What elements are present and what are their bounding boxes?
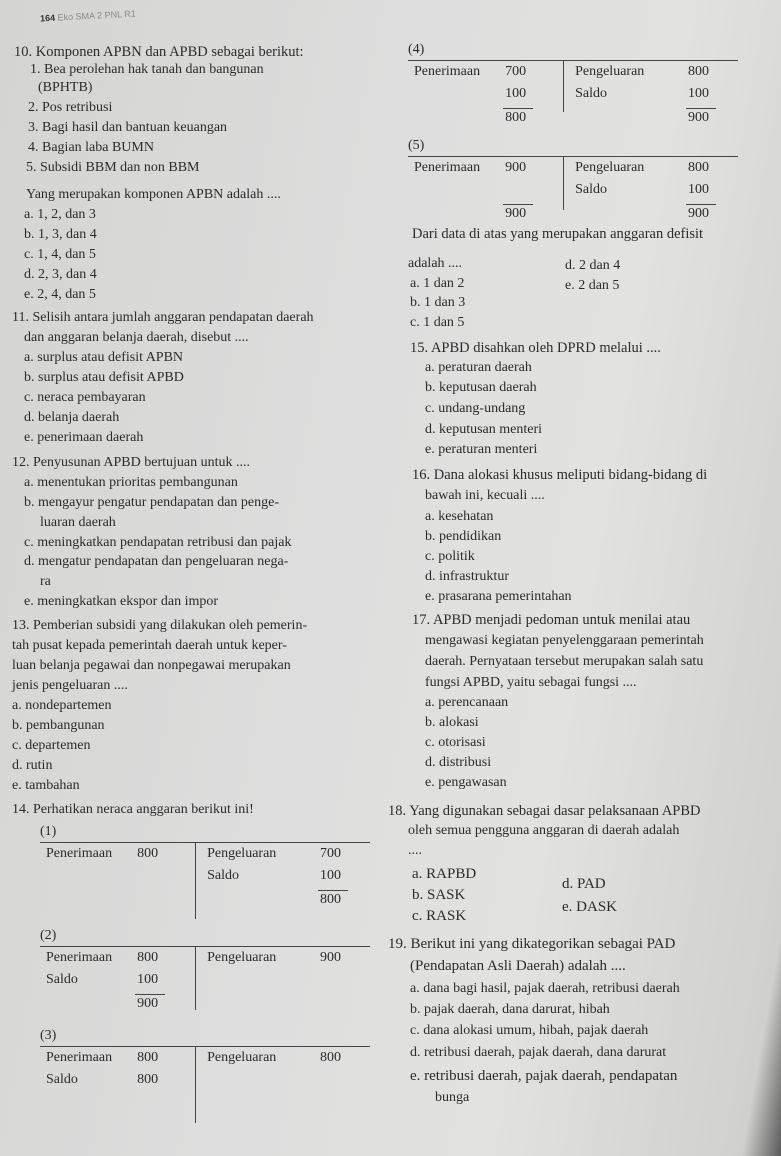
q14-option: a. 1 dan 2 xyxy=(410,276,465,291)
q15-option: e. peraturan menteri xyxy=(425,442,538,457)
sum-line xyxy=(135,994,165,995)
entry-amount: 700 xyxy=(320,846,341,861)
q16-option: a. kesehatan xyxy=(425,509,494,524)
q15-option: d. keputusan menteri xyxy=(425,422,543,437)
q15-option: a. peraturan daerah xyxy=(425,360,532,375)
entry-amount: 800 xyxy=(137,950,159,965)
q10-item: 4. Bagian laba BUMN xyxy=(28,140,154,155)
entry-amount: 100 xyxy=(688,182,709,197)
q19-option: bunga xyxy=(435,1090,470,1105)
balance-sheet-5 xyxy=(408,138,738,221)
divider-line xyxy=(195,946,196,1010)
entry-label: Pengeluaran xyxy=(575,160,645,175)
book-code: Eko SMA 2 PNL R1 xyxy=(57,8,136,23)
entry-label: Saldo xyxy=(575,182,607,197)
question-18-stem: oleh semua pengguna anggaran di daerah adalah xyxy=(408,823,680,838)
q14-question: Dari data di atas yang merupakan anggaran defisit xyxy=(412,226,704,242)
q13-option: a. nondepartemen xyxy=(12,698,112,713)
q17-option: b. alokasi xyxy=(425,715,479,730)
entry-amount: 800 xyxy=(320,1050,341,1065)
q18-option: c. RASK xyxy=(412,908,467,924)
q11-option: b. surplus atau defisit APBD xyxy=(24,370,184,385)
balance-sheet-label: (1) xyxy=(40,824,57,839)
q10-option: e. 2, 4, dan 5 xyxy=(24,287,96,302)
page-header xyxy=(40,6,136,27)
total-amount: 800 xyxy=(320,892,341,907)
q14-option: e. 2 dan 5 xyxy=(565,278,620,293)
entry-amount: 800 xyxy=(137,1072,159,1087)
question-18-stem: .... xyxy=(408,843,422,858)
entry-label: Saldo xyxy=(575,86,607,101)
balance-sheet-label: (5) xyxy=(408,138,425,153)
q10-item: (BPHTB) xyxy=(38,80,93,95)
entry-label: Saldo xyxy=(46,1072,78,1087)
q19-option: d. retribusi daerah, pajak daerah, dana darurat xyxy=(410,1045,667,1060)
sum-line xyxy=(686,108,716,109)
entry-amount: 800 xyxy=(688,160,709,175)
q17-option: d. distribusi xyxy=(425,755,492,770)
q14-option: b. 1 dan 3 xyxy=(410,295,466,310)
entry-label: Pengeluaran xyxy=(207,1050,277,1065)
q12-option: b. mengayur pengatur pendapatan dan penge- xyxy=(24,495,280,510)
q10-option: b. 1, 3, dan 4 xyxy=(24,227,97,242)
q19-option: a. dana bagi hasil, pajak daerah, retribusi daerah xyxy=(410,981,680,996)
entry-amount: 900 xyxy=(505,160,527,175)
entry-amount: 800 xyxy=(137,1050,159,1065)
entry-label: Saldo xyxy=(46,972,78,987)
question-13-stem: luan belanja pegawai dan nonpegawai merupakan xyxy=(12,658,291,673)
question-16-stem: bawah ini, kecuali .... xyxy=(425,488,545,503)
q11-option: c. neraca pembayaran xyxy=(24,390,146,405)
question-19-stem: (Pendapatan Asli Daerah) adalah .... xyxy=(410,958,626,974)
question-17-stem: fungsi APBD, yaitu sebagai fungsi .... xyxy=(425,675,637,690)
entry-amount: 100 xyxy=(320,868,341,883)
entry-label: Pengeluaran xyxy=(207,950,277,965)
q10-item: 2. Pos retribusi xyxy=(28,100,113,115)
q16-option: b. pendidikan xyxy=(425,529,502,544)
q18-option: a. RAPBD xyxy=(412,866,477,882)
q18-option: b. SASK xyxy=(412,887,466,903)
total-amount: 800 xyxy=(505,110,527,125)
q11-option: d. belanja daerah xyxy=(24,410,120,425)
q12-option: d. mengatur pendapatan dan pengeluaran nega- xyxy=(24,554,289,569)
entry-amount: 700 xyxy=(505,64,527,79)
q15-option: b. keputusan daerah xyxy=(425,380,537,395)
q10-item: 3. Bagi hasil dan bantuan keuangan xyxy=(28,120,228,135)
divider-line xyxy=(563,156,564,210)
entry-amount: 100 xyxy=(505,86,527,101)
q13-option: b. pembangunan xyxy=(12,718,105,733)
q11-option: e. penerimaan daerah xyxy=(24,430,144,445)
q10-option: a. 1, 2, dan 3 xyxy=(24,207,96,222)
total-amount: 900 xyxy=(688,206,709,221)
total-amount: 900 xyxy=(137,996,159,1011)
q19-option: c. dana alokasi umum, hibah, pajak daerah xyxy=(410,1023,649,1038)
question-13-stem: jenis pengeluaran .... xyxy=(12,678,128,693)
q14-option: c. 1 dan 5 xyxy=(410,315,465,330)
balance-sheet-4 xyxy=(408,42,738,125)
entry-label: Penerimaan xyxy=(46,1050,113,1065)
balance-sheet-1 xyxy=(40,824,370,919)
q11-option: a. surplus atau defisit APBN xyxy=(24,350,184,365)
q10-item: 5. Subsidi BBM dan non BBM xyxy=(26,160,200,175)
divider-line xyxy=(195,1046,196,1123)
q13-option: d. rutin xyxy=(12,758,53,773)
sum-line xyxy=(503,204,533,205)
divider-line xyxy=(40,842,370,843)
page-number: 164 xyxy=(39,12,56,24)
q10-option: c. 1, 4, dan 5 xyxy=(24,247,96,262)
question-10-stem: 10. Komponen APBN dan APBD sebagai berikut: xyxy=(14,44,304,60)
q17-option: c. otorisasi xyxy=(425,735,486,750)
q17-option: a. perencanaan xyxy=(425,695,509,710)
q10-option: d. 2, 3, dan 4 xyxy=(24,267,97,282)
divider-line xyxy=(195,842,196,919)
entry-label: Pengeluaran xyxy=(575,64,645,79)
total-amount: 900 xyxy=(505,206,527,221)
q17-option: e. pengawasan xyxy=(425,775,507,790)
entry-label: Pengeluaran xyxy=(207,846,277,861)
q10-question: Yang merupakan komponen APBN adalah .... xyxy=(26,187,281,202)
q16-option: d. infrastruktur xyxy=(425,569,509,584)
question-11-stem: dan anggaran belanja daerah, disebut .... xyxy=(24,330,249,345)
entry-label: Penerimaan xyxy=(46,846,113,861)
entry-amount: 100 xyxy=(137,972,159,987)
q18-option: d. PAD xyxy=(562,876,606,892)
q19-option: b. pajak daerah, dana darurat, hibah xyxy=(410,1002,610,1017)
divider-line xyxy=(563,60,564,112)
q19-option: e. retribusi daerah, pajak daerah, pendapatan xyxy=(410,1068,678,1084)
q12-option: a. menentukan prioritas pembangunan xyxy=(24,475,238,490)
entry-label: Penerimaan xyxy=(414,64,481,79)
q12-option: c. meningkatkan pendapatan retribusi dan pajak xyxy=(24,535,292,550)
q15-option: c. undang-undang xyxy=(425,401,526,416)
balance-sheet-label: (3) xyxy=(40,1028,57,1043)
question-17-stem: 17. APBD menjadi pedoman untuk menilai atau xyxy=(412,612,691,628)
divider-line xyxy=(40,946,370,947)
q10-item: 1. Bea perolehan hak tanah dan bangunan xyxy=(30,62,264,77)
q16-option: c. politik xyxy=(425,549,475,564)
question-11-stem: 11. Selisih antara jumlah anggaran pendapatan daerah xyxy=(12,310,314,325)
question-13-stem: tah pusat kepada pemerintah daerah untuk keper- xyxy=(12,638,287,653)
q13-option: c. departemen xyxy=(12,738,91,753)
question-14-stem: 14. Perhatikan neraca anggaran berikut ini! xyxy=(12,802,254,817)
total-amount: 900 xyxy=(688,110,709,125)
sum-line xyxy=(503,108,533,109)
q14-question: adalah .... xyxy=(408,256,463,271)
question-18-stem: 18. Yang digunakan sebagai dasar pelaksanaan APBD xyxy=(388,803,701,819)
q13-option: e. tambahan xyxy=(12,778,80,793)
q16-option: e. prasarana pemerintahan xyxy=(425,589,572,604)
q18-option: e. DASK xyxy=(562,899,617,915)
question-12-stem: 12. Penyusunan APBD bertujuan untuk .... xyxy=(12,455,250,470)
balance-sheet-3 xyxy=(40,1028,370,1123)
divider-line xyxy=(408,156,738,157)
balance-sheet-2 xyxy=(40,928,370,1010)
sum-line xyxy=(686,204,716,205)
balance-sheet-label: (2) xyxy=(40,928,57,943)
entry-amount: 800 xyxy=(137,846,159,861)
entry-amount: 800 xyxy=(688,64,709,79)
question-17-stem: mengawasi kegiatan penyelenggaraan pemerintah xyxy=(425,633,704,648)
q12-option: e. meningkatkan ekspor dan impor xyxy=(24,594,219,609)
balance-sheet-label: (4) xyxy=(408,42,425,57)
sum-line xyxy=(318,890,348,891)
entry-label: Penerimaan xyxy=(46,950,113,965)
divider-line xyxy=(408,60,738,61)
question-15-stem: 15. APBD disahkan oleh DPRD melalui .... xyxy=(410,340,661,356)
question-17-stem: daerah. Pernyataan tersebut merupakan salah satu xyxy=(425,654,704,669)
entry-label: Saldo xyxy=(207,868,239,883)
divider-line xyxy=(40,1046,370,1047)
q14-option: d. 2 dan 4 xyxy=(565,258,621,273)
q12-option: luaran daerah xyxy=(40,515,116,530)
question-13-stem: 13. Pemberian subsidi yang dilakukan oleh pemerin- xyxy=(12,618,308,633)
entry-amount: 100 xyxy=(688,86,709,101)
question-19-stem: 19. Berikut ini yang dikategorikan sebagai PAD xyxy=(388,936,676,952)
entry-amount: 900 xyxy=(320,950,341,965)
q12-option: ra xyxy=(40,574,51,589)
question-16-stem: 16. Dana alokasi khusus meliputi bidang-bidang di xyxy=(412,467,708,483)
entry-label: Penerimaan xyxy=(414,160,481,175)
